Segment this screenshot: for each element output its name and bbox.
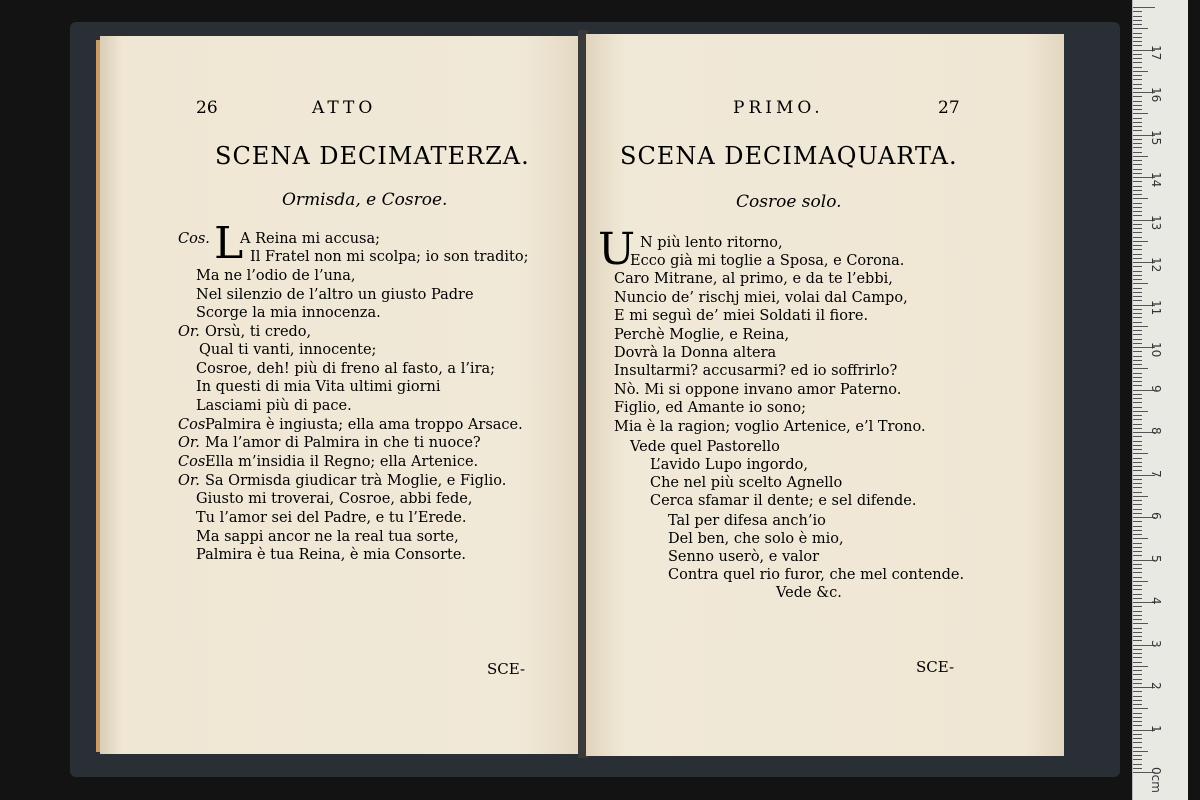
ruler-tick bbox=[1133, 411, 1148, 412]
ruler-label: 16 bbox=[1149, 87, 1163, 103]
ruler-tick bbox=[1133, 470, 1142, 471]
ruler-tick bbox=[1133, 326, 1148, 327]
ruler-tick bbox=[1133, 708, 1148, 709]
ruler-tick bbox=[1133, 207, 1142, 208]
ruler-tick bbox=[1133, 101, 1142, 102]
ruler-tick bbox=[1133, 530, 1142, 531]
verse-line: Sa Ormisda giudicar trà Moglie, e Figlio. bbox=[205, 473, 507, 489]
left-drop-cap: L bbox=[214, 218, 244, 269]
ruler-tick bbox=[1133, 696, 1142, 697]
ruler-tick bbox=[1133, 343, 1142, 344]
ruler-tick bbox=[1133, 577, 1142, 578]
speaker-label: Cos. bbox=[178, 417, 210, 433]
verse-line: Scorge la mia innocenza. bbox=[196, 305, 381, 321]
ruler-tick bbox=[1133, 670, 1142, 671]
ruler-tick bbox=[1133, 241, 1148, 242]
right-scene-title: SCENA DECIMAQUARTA. bbox=[620, 142, 958, 170]
ruler-tick bbox=[1133, 568, 1142, 569]
ruler-tick bbox=[1133, 606, 1142, 607]
ruler-tick bbox=[1133, 759, 1142, 760]
ruler-tick bbox=[1133, 275, 1142, 276]
ruler-tick bbox=[1133, 288, 1142, 289]
ruler-tick bbox=[1133, 16, 1142, 17]
ruler-tick bbox=[1133, 317, 1142, 318]
ruler-tick bbox=[1133, 657, 1142, 658]
ruler-tick bbox=[1133, 751, 1148, 752]
ruler-tick bbox=[1133, 453, 1148, 454]
ruler-tick bbox=[1133, 228, 1142, 229]
right-running-head: PRIMO. bbox=[733, 98, 824, 118]
ruler-tick bbox=[1133, 45, 1142, 46]
verse-line: Cosroe, deh! più di freno al fasto, a l’ira; bbox=[196, 361, 496, 377]
ruler-tick bbox=[1133, 398, 1142, 399]
ruler-label: 7 bbox=[1149, 469, 1163, 478]
ruler-tick bbox=[1133, 543, 1142, 544]
ruler-tick bbox=[1133, 598, 1142, 599]
verse-line: In questi di mia Vita ultimi giorni bbox=[196, 379, 441, 395]
ruler-tick bbox=[1133, 160, 1142, 161]
ruler-tick bbox=[1133, 419, 1142, 420]
ruler-label: 6 bbox=[1149, 512, 1163, 520]
ruler-tick bbox=[1133, 462, 1142, 463]
verse-line: Tal per difesa anch’io bbox=[668, 513, 826, 529]
ruler-tick bbox=[1133, 147, 1142, 148]
ruler-tick bbox=[1133, 445, 1142, 446]
verse-line: Orsù, ti credo, bbox=[205, 324, 312, 340]
ruler-tick bbox=[1133, 377, 1142, 378]
speaker-label: Or. bbox=[178, 324, 200, 340]
ruler-tick bbox=[1133, 58, 1142, 59]
verse-line: A Reina mi accusa; bbox=[240, 231, 381, 247]
verse-line: Del ben, che solo è mio, bbox=[668, 531, 844, 547]
ruler-tick bbox=[1133, 84, 1142, 85]
ruler-tick bbox=[1133, 653, 1142, 654]
verse-line: Ecco già mi toglie a Sposa, e Corona. bbox=[630, 253, 905, 269]
ruler-tick bbox=[1133, 67, 1142, 68]
ruler-tick bbox=[1133, 632, 1142, 633]
ruler-tick bbox=[1133, 279, 1142, 280]
ruler-tick bbox=[1133, 88, 1142, 89]
ruler-tick bbox=[1133, 283, 1148, 284]
speaker-label: Cos. bbox=[178, 454, 210, 470]
ruler-tick bbox=[1133, 28, 1148, 29]
ruler-tick bbox=[1133, 271, 1142, 272]
ruler-label: 0cm bbox=[1149, 767, 1163, 793]
ruler-label: 4 bbox=[1149, 597, 1163, 605]
verse-line: Contra quel rio furor, che mel contende. bbox=[668, 567, 965, 583]
ruler-tick bbox=[1133, 296, 1142, 297]
ruler-label: 11 bbox=[1149, 299, 1163, 315]
ruler-tick bbox=[1133, 674, 1142, 675]
ruler-tick bbox=[1133, 394, 1142, 395]
verse-line: Dovrà la Donna altera bbox=[614, 345, 777, 361]
left-scene-title: SCENA DECIMATERZA. bbox=[215, 142, 530, 170]
ruler-tick bbox=[1133, 526, 1142, 527]
ruler-tick bbox=[1133, 700, 1142, 701]
ruler-tick bbox=[1133, 725, 1142, 726]
ruler-tick bbox=[1133, 313, 1142, 314]
ruler-tick bbox=[1133, 360, 1142, 361]
left-running-head: ATTO bbox=[312, 98, 377, 118]
speaker-label: Or. bbox=[178, 435, 200, 451]
ruler-tick bbox=[1133, 211, 1142, 212]
ruler-tick bbox=[1133, 721, 1142, 722]
ruler-tick bbox=[1133, 373, 1142, 374]
verse-line: Nò. Mi si oppone invano amor Paterno. bbox=[614, 382, 902, 398]
ruler-tick bbox=[1133, 334, 1142, 335]
ruler-tick bbox=[1133, 755, 1142, 756]
ruler-tick bbox=[1133, 368, 1148, 369]
verse-line: Tu l’amor sei del Padre, e tu l’Erede. bbox=[196, 510, 467, 526]
verse-line: Lasciami più di pace. bbox=[196, 398, 352, 414]
verse-line: Mia è la ragion; voglio Artenice, e’l Trono. bbox=[614, 419, 926, 435]
ruler-tick bbox=[1133, 198, 1148, 199]
ruler-tick bbox=[1133, 79, 1142, 80]
ruler-tick bbox=[1133, 713, 1142, 714]
ruler-tick bbox=[1133, 62, 1142, 63]
ruler-tick bbox=[1133, 173, 1142, 174]
ruler-tick bbox=[1133, 407, 1142, 408]
ruler-tick bbox=[1133, 118, 1142, 119]
ruler-tick bbox=[1133, 126, 1142, 127]
left-catchword: SCE- bbox=[487, 660, 526, 678]
verse-line: Vede quel Pastorello bbox=[630, 439, 780, 455]
verse-line: Senno userò, e valor bbox=[668, 549, 820, 565]
ruler-tick bbox=[1133, 487, 1142, 488]
ruler-tick bbox=[1133, 215, 1142, 216]
ruler-tick bbox=[1133, 385, 1142, 386]
ruler-tick bbox=[1133, 402, 1142, 403]
ruler-tick bbox=[1133, 640, 1142, 641]
ruler-tick bbox=[1133, 500, 1142, 501]
ruler-tick bbox=[1133, 7, 1155, 8]
ruler-tick bbox=[1133, 555, 1142, 556]
ruler-tick bbox=[1133, 356, 1142, 357]
ruler-tick bbox=[1133, 717, 1142, 718]
ruler-tick bbox=[1133, 249, 1142, 250]
verse-line: Cerca sfamar il dente; e sel difende. bbox=[650, 493, 917, 509]
verse-line: Caro Mitrane, al primo, e da te l’ebbi, bbox=[614, 271, 893, 287]
verse-line: Il Fratel non mi scolpa; io son tradito; bbox=[250, 249, 529, 265]
ruler-tick bbox=[1133, 24, 1142, 25]
ruler-label: 1 bbox=[1149, 724, 1163, 733]
ruler-label: 9 bbox=[1149, 384, 1163, 393]
ruler-tick bbox=[1133, 300, 1142, 301]
verse-line: Figlio, ed Amante io sono; bbox=[614, 400, 806, 416]
verse-line: Palmira è tua Reina, è mia Consorte. bbox=[196, 547, 467, 563]
ruler-tick bbox=[1133, 266, 1142, 267]
ruler-tick bbox=[1133, 581, 1148, 582]
ruler-tick bbox=[1133, 504, 1142, 505]
ruler-label: 10 bbox=[1149, 342, 1163, 358]
ruler-tick bbox=[1133, 589, 1142, 590]
ruler-tick bbox=[1133, 428, 1142, 429]
ruler-tick bbox=[1133, 364, 1142, 365]
ruler-tick bbox=[1133, 466, 1142, 467]
ruler-tick bbox=[1133, 564, 1142, 565]
ruler-tick bbox=[1133, 415, 1142, 416]
ruler-tick bbox=[1133, 538, 1148, 539]
ruler-tick bbox=[1133, 666, 1148, 667]
ruler-tick bbox=[1133, 619, 1142, 620]
ruler-tick bbox=[1133, 20, 1142, 21]
ruler-tick bbox=[1133, 492, 1142, 493]
ruler-tick bbox=[1133, 37, 1142, 38]
ruler-tick bbox=[1133, 615, 1142, 616]
ruler-tick bbox=[1133, 292, 1142, 293]
ruler-tick bbox=[1133, 143, 1142, 144]
ruler-tick bbox=[1133, 628, 1142, 629]
ruler-tick bbox=[1133, 309, 1142, 310]
ruler-tick bbox=[1133, 232, 1142, 233]
ruler-label: 15 bbox=[1149, 129, 1163, 145]
left-personae: Ormisda, e Cosroe. bbox=[282, 190, 448, 210]
ruler-label: 3 bbox=[1149, 639, 1163, 648]
ruler-tick bbox=[1133, 339, 1142, 340]
ruler-tick bbox=[1133, 436, 1142, 437]
ruler-tick bbox=[1133, 194, 1142, 195]
verse-line: Ma ne l’odio de l’una, bbox=[196, 268, 356, 284]
verse-line: N più lento ritorno, bbox=[640, 235, 783, 251]
ruler-label: 14 bbox=[1149, 172, 1163, 188]
ruler-label: 17 bbox=[1149, 44, 1163, 60]
ruler-tick bbox=[1133, 747, 1142, 748]
ruler-tick bbox=[1133, 636, 1142, 637]
ruler-tick bbox=[1133, 611, 1142, 612]
ruler-tick bbox=[1133, 41, 1142, 42]
ruler-tick bbox=[1133, 169, 1142, 170]
ruler-tick bbox=[1133, 649, 1142, 650]
speaker-label: Cos. bbox=[178, 231, 210, 247]
ruler-tick bbox=[1133, 572, 1142, 573]
ruler-tick bbox=[1133, 351, 1142, 352]
right-catchword: SCE- bbox=[916, 658, 955, 676]
ruler-label: 13 bbox=[1149, 214, 1163, 230]
ruler-tick bbox=[1133, 109, 1142, 110]
ruler-tick bbox=[1133, 458, 1142, 459]
ruler-tick bbox=[1133, 738, 1142, 739]
ruler-tick bbox=[1133, 704, 1142, 705]
ruler-tick bbox=[1133, 742, 1142, 743]
verse-line: Ma l’amor di Palmira in che ti nuoce? bbox=[205, 435, 481, 451]
verse-line: Giusto mi troverai, Cosroe, abbi fede, bbox=[196, 491, 473, 507]
verse-line: E mi seguì de’ miei Soldati il fiore. bbox=[614, 308, 869, 324]
ruler-tick bbox=[1133, 130, 1142, 131]
ruler-tick bbox=[1133, 224, 1142, 225]
ruler-tick bbox=[1133, 322, 1142, 323]
ruler-label: 8 bbox=[1149, 427, 1163, 435]
ruler-tick bbox=[1133, 547, 1142, 548]
ruler-tick bbox=[1133, 483, 1142, 484]
ruler-tick bbox=[1133, 156, 1148, 157]
ruler-tick bbox=[1133, 33, 1142, 34]
ruler-label: 12 bbox=[1149, 257, 1163, 273]
ruler-tick bbox=[1133, 623, 1148, 624]
ruler-tick bbox=[1133, 181, 1142, 182]
ruler-tick bbox=[1133, 186, 1142, 187]
ruler-tick bbox=[1133, 381, 1142, 382]
ruler-tick bbox=[1133, 113, 1148, 114]
verse-line: Che nel più scelto Agnello bbox=[650, 475, 843, 491]
ruler-tick bbox=[1133, 139, 1142, 140]
ruler-tick bbox=[1133, 75, 1142, 76]
ruler-tick bbox=[1133, 585, 1142, 586]
verse-line: L’avido Lupo ingordo, bbox=[650, 457, 808, 473]
speaker-label: Or. bbox=[178, 473, 200, 489]
ruler-tick bbox=[1133, 258, 1142, 259]
ruler-tick bbox=[1133, 691, 1142, 692]
right-personae: Cosroe solo. bbox=[736, 192, 842, 212]
ruler-tick bbox=[1133, 534, 1142, 535]
measuring-ruler bbox=[1132, 0, 1188, 800]
verse-line: Perchè Moglie, e Reina, bbox=[614, 327, 790, 343]
ruler-tick bbox=[1133, 424, 1142, 425]
ruler-tick bbox=[1133, 479, 1142, 480]
ruler-tick bbox=[1133, 662, 1142, 663]
ruler-tick bbox=[1133, 496, 1148, 497]
ruler-label: 5 bbox=[1149, 554, 1163, 563]
ruler-tick bbox=[1133, 71, 1148, 72]
verse-line: Qual ti vanti, innocente; bbox=[199, 342, 377, 358]
verse-line: Nuncio de’ rischj miei, volai dal Campo, bbox=[614, 290, 908, 306]
verse-line: Vede &c. bbox=[776, 585, 842, 601]
ruler-tick bbox=[1133, 122, 1142, 123]
ruler-tick bbox=[1133, 152, 1142, 153]
ruler-tick bbox=[1133, 594, 1142, 595]
ruler-tick bbox=[1133, 768, 1142, 769]
ruler-tick bbox=[1133, 683, 1142, 684]
ruler-tick bbox=[1133, 11, 1142, 12]
ruler-tick bbox=[1133, 254, 1142, 255]
ruler-tick bbox=[1133, 449, 1142, 450]
verse-line: Nel silenzio de l’altro un giusto Padre bbox=[196, 287, 474, 303]
ruler-tick bbox=[1133, 679, 1142, 680]
ruler-tick bbox=[1133, 513, 1142, 514]
ruler-tick bbox=[1133, 54, 1142, 55]
ruler-tick bbox=[1133, 190, 1142, 191]
ruler-tick bbox=[1133, 237, 1142, 238]
verse-line: Ella m’insidia il Regno; ella Artenice. bbox=[205, 454, 479, 470]
verse-line: Palmira è ingiusta; ella ama troppo Arsace. bbox=[205, 417, 523, 433]
ruler-tick bbox=[1133, 509, 1142, 510]
ruler-tick bbox=[1133, 551, 1142, 552]
ruler-tick bbox=[1133, 105, 1142, 106]
right-page-number: 27 bbox=[938, 98, 960, 118]
ruler-tick bbox=[1133, 245, 1142, 246]
left-page-number: 26 bbox=[196, 98, 218, 118]
ruler-tick bbox=[1133, 203, 1142, 204]
right-drop-cap: U bbox=[598, 224, 636, 275]
ruler-tick bbox=[1133, 164, 1142, 165]
ruler-tick bbox=[1133, 96, 1142, 97]
ruler-tick bbox=[1133, 521, 1142, 522]
ruler-label: 2 bbox=[1149, 682, 1163, 690]
verse-line: Insultarmi? accusarmi? ed io soffrirlo? bbox=[614, 363, 898, 379]
ruler-tick bbox=[1133, 734, 1142, 735]
ruler-tick bbox=[1133, 441, 1142, 442]
verse-line: Ma sappi ancor ne la real tua sorte, bbox=[196, 529, 459, 545]
ruler-tick bbox=[1133, 330, 1142, 331]
ruler-tick bbox=[1133, 764, 1142, 765]
